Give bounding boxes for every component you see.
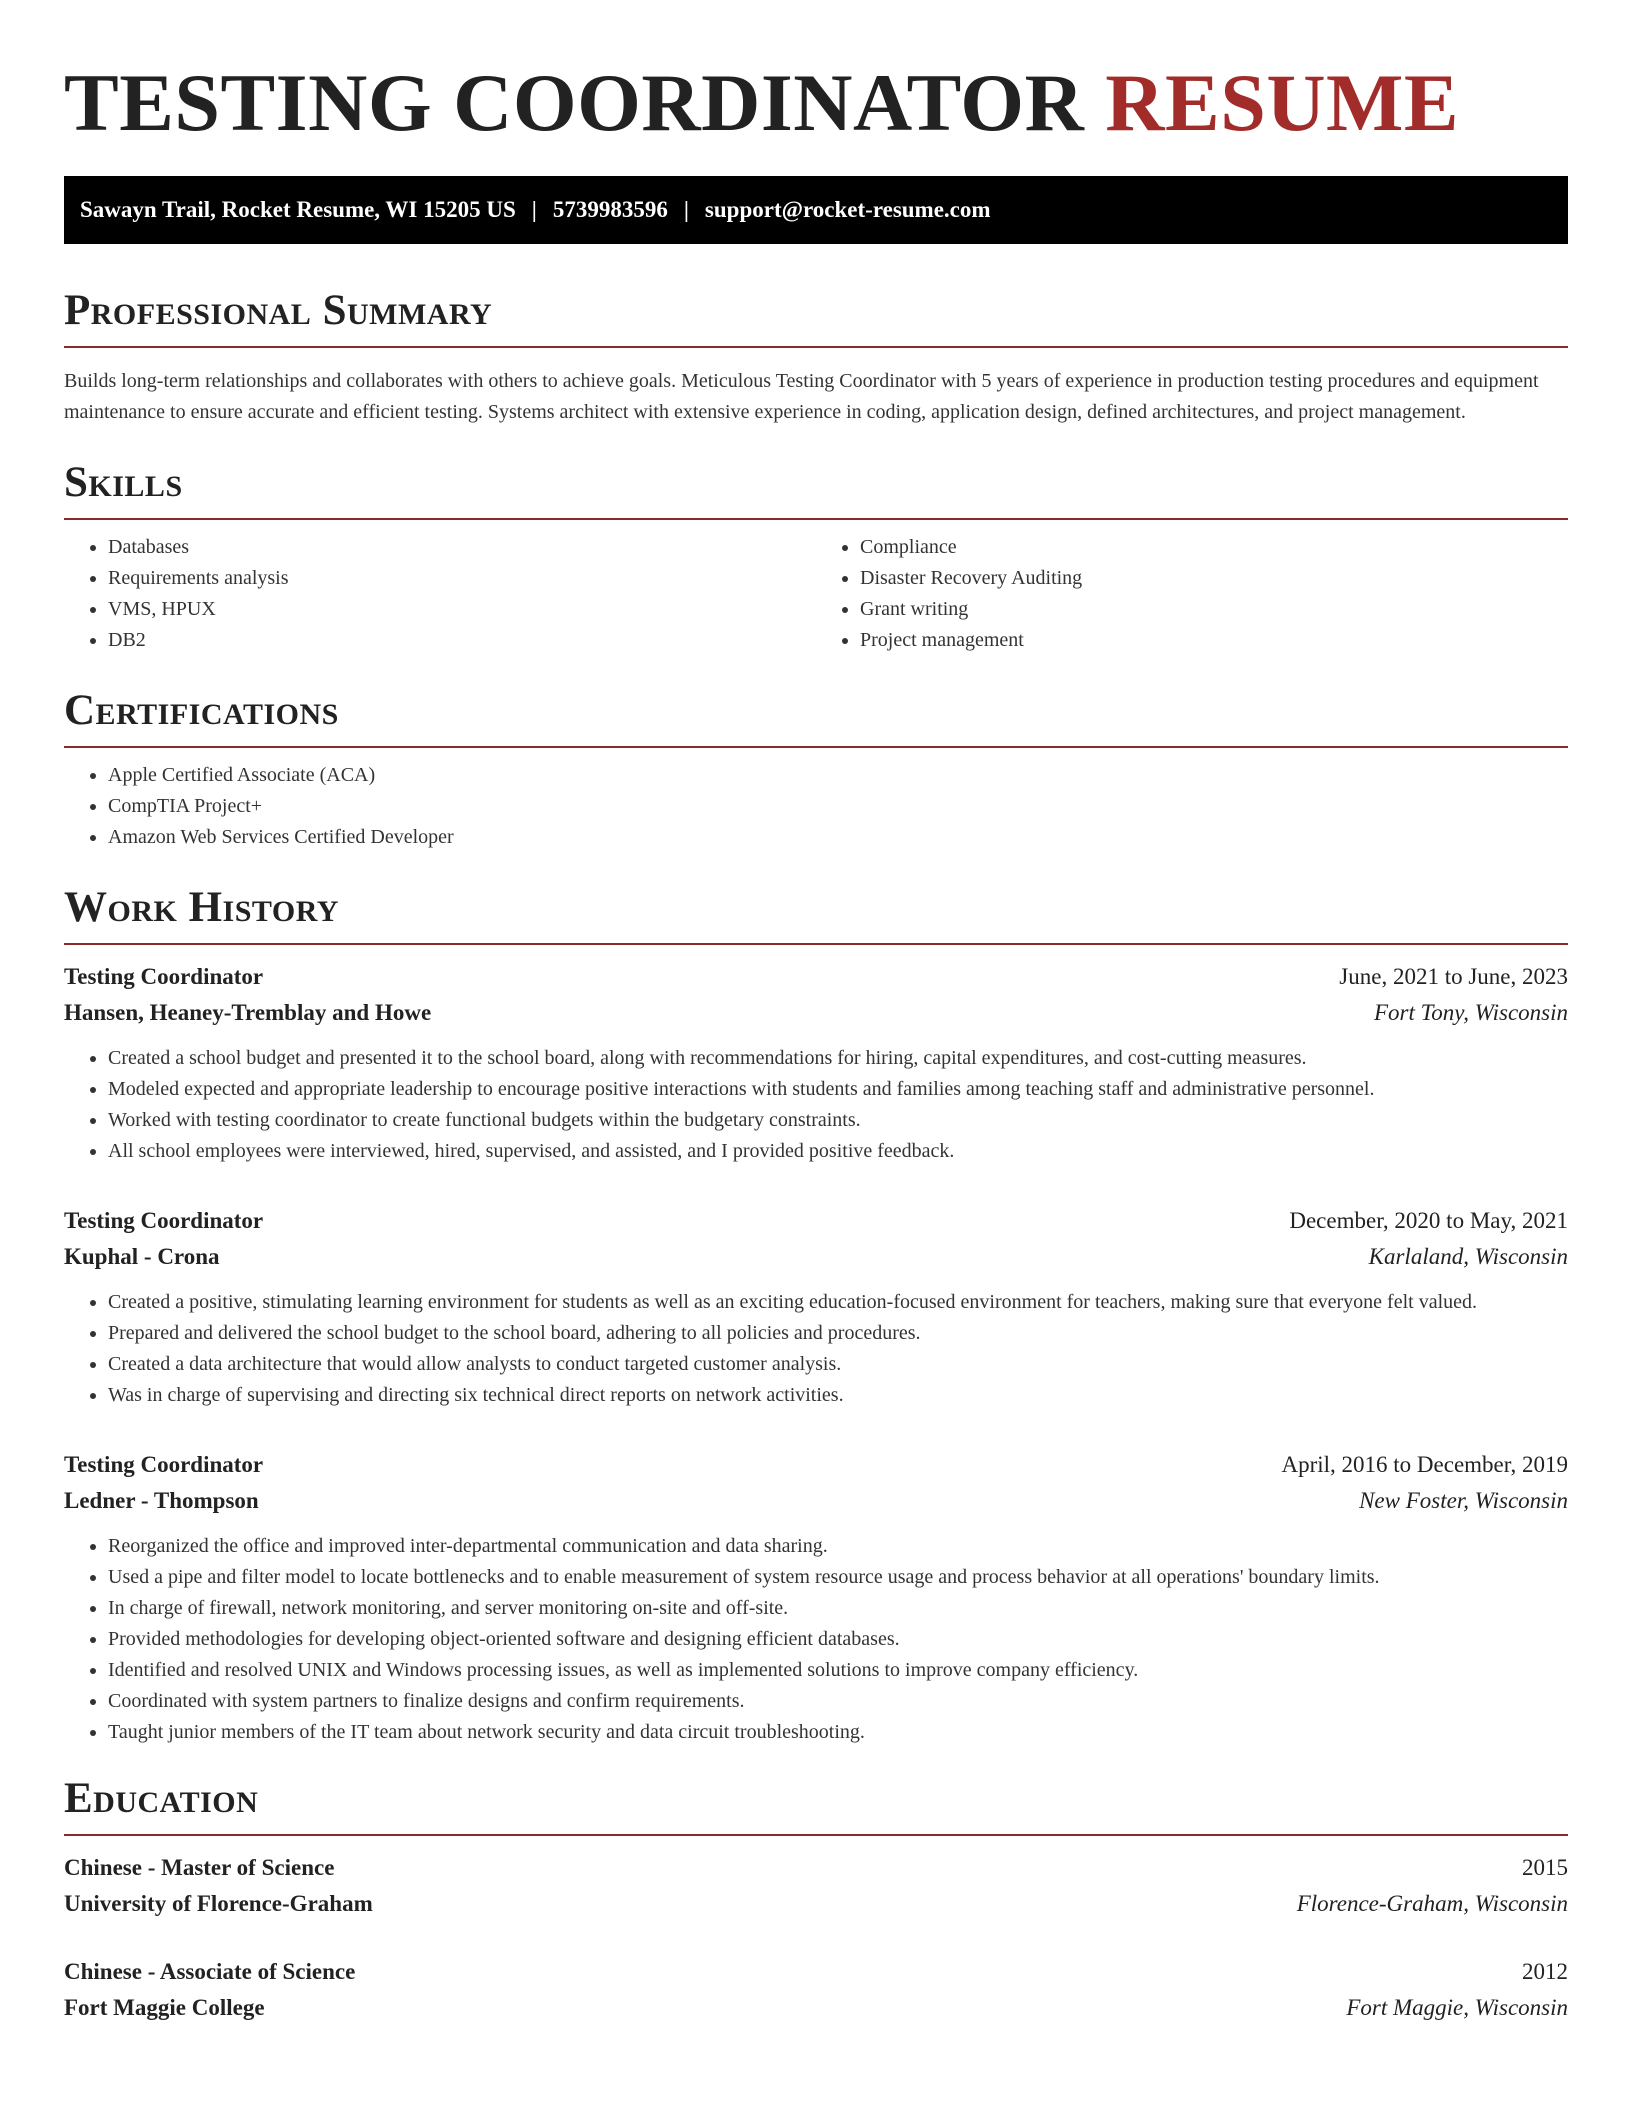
contact-address: Sawayn Trail, Rocket Resume, WI 15205 US [80, 197, 516, 222]
section-divider [64, 746, 1568, 748]
section-divider [64, 943, 1568, 945]
title-main: TESTING COORDINATOR [64, 57, 1085, 148]
job-bullets [64, 1287, 1568, 1411]
education-year: 2012 [1522, 1959, 1568, 1984]
job-entry [64, 959, 1568, 1167]
skills-list-right [816, 532, 1568, 656]
job-entry [64, 1447, 1568, 1748]
skills-grid [64, 520, 1568, 656]
job-bullet: • All school employees were interviewed, hired, supervised, and assisted, and I provided positive feedback. [108, 1136, 1568, 1167]
education-school: University of Florence-Graham [64, 1891, 373, 1916]
job-bullet: • Identified and resolved UNIX and Windows processing issues, as well as implemented solutions to improve company efficiency. [108, 1655, 1568, 1686]
education-degree-row [64, 1954, 1568, 1990]
section-heading-education: Education [64, 1775, 259, 1822]
job-company: Ledner - Thompson [64, 1488, 259, 1513]
skill-item: • Project management [860, 625, 1568, 656]
job-company-row [64, 995, 1568, 1031]
section-heading-summary: Professional Summary [64, 287, 493, 334]
education-school: Fort Maggie College [64, 1995, 265, 2020]
education-entry [64, 1954, 1568, 2026]
contact-phone: 5739983596 [552, 197, 668, 222]
contact-separator: | [683, 197, 689, 222]
certification-item: • Apple Certified Associate (ACA) [108, 760, 1568, 791]
skill-item: • VMS, HPUX [108, 594, 816, 625]
education-year: 2015 [1522, 1855, 1568, 1880]
education-degree-row [64, 1850, 1568, 1886]
resume-title [64, 0, 1568, 148]
education-location: Fort Maggie, Wisconsin [1346, 1995, 1568, 2020]
job-location: Fort Tony, Wisconsin [1373, 1000, 1568, 1025]
summary-text: Builds long-term relationships and collaborates with others to achieve goals. Meticulous Testing Coordinator with 5 years of experience in production testing procedures and equipment maintenance to ensure accurate and efficient testing. Systems architect with extensive experience in coding, application design, defined architectures, and project management. [64, 370, 1539, 423]
work-history-section [64, 883, 1568, 1748]
job-bullet: • Reorganized the office and improved inter-departmental communication and data sharing. [108, 1531, 1568, 1562]
job-bullet: • Provided methodologies for developing object-oriented software and designing efficient databases. [108, 1624, 1568, 1655]
skills-section [64, 458, 1568, 656]
job-company: Hansen, Heaney-Tremblay and Howe [64, 1000, 432, 1025]
section-divider [64, 1834, 1568, 1836]
job-bullet: • Used a pipe and filter model to locate bottlenecks and to enable measurement of system resource usage and process behavior at all operations' boundary limits. [108, 1562, 1568, 1593]
job-dates: June, 2021 to June, 2023 [1339, 964, 1568, 989]
education-entry [64, 1850, 1568, 1922]
certification-item: • Amazon Web Services Certified Developer [108, 822, 1568, 853]
job-bullet: • Worked with testing coordinator to create functional budgets within the budgetary constraints. [108, 1105, 1568, 1136]
job-bullet: • Prepared and delivered the school budget to the school board, adhering to all policies and procedures. [108, 1318, 1568, 1349]
education-degree: Chinese - Master of Science [64, 1855, 335, 1880]
section-divider [64, 346, 1568, 348]
job-bullet: • Coordinated with system partners to finalize designs and confirm requirements. [108, 1686, 1568, 1717]
job-bullet: • Taught junior members of the IT team about network security and data circuit troubleshooting. [108, 1717, 1568, 1748]
job-dates: April, 2016 to December, 2019 [1281, 1452, 1568, 1477]
section-heading-work-history: Work History [64, 884, 339, 931]
job-bullet: • Created a positive, stimulating learning environment for students as well as an exciting education-focused environment for teachers, making sure that everyone felt valued. [108, 1287, 1568, 1318]
job-bullet: • Created a school budget and presented it to the school board, along with recommendations for hiring, capital expenditures, and cost-cutting measures. [108, 1043, 1568, 1074]
contact-bar [64, 176, 1568, 244]
job-bullets [64, 1531, 1568, 1748]
skill-item: • Disaster Recovery Auditing [860, 563, 1568, 594]
skill-item: • Grant writing [860, 594, 1568, 625]
skills-list-left [64, 532, 816, 656]
contact-separator: | [531, 197, 537, 222]
skill-item: • DB2 [108, 625, 816, 656]
job-bullet: • Created a data architecture that would allow analysts to conduct targeted customer analysis. [108, 1349, 1568, 1380]
education-school-row [64, 1990, 1568, 2026]
job-bullet: • In charge of firewall, network monitoring, and server monitoring on-site and off-site. [108, 1593, 1568, 1624]
job-title-row [64, 959, 1568, 995]
education-degree: Chinese - Associate of Science [64, 1959, 356, 1984]
education-school-row [64, 1886, 1568, 1922]
job-location: Karlaland, Wisconsin [1368, 1244, 1568, 1269]
job-bullets [64, 1043, 1568, 1167]
education-location: Florence-Graham, Wisconsin [1296, 1891, 1568, 1916]
certification-item: • CompTIA Project+ [108, 791, 1568, 822]
job-entry [64, 1203, 1568, 1411]
section-heading-skills: Skills [64, 459, 183, 506]
job-title-row [64, 1447, 1568, 1483]
skill-item: • Compliance [860, 532, 1568, 563]
summary-section [64, 286, 1568, 428]
job-dates: December, 2020 to May, 2021 [1289, 1208, 1568, 1233]
title-accent: RESUME [1105, 57, 1460, 148]
job-company-row [64, 1483, 1568, 1519]
job-location: New Foster, Wisconsin [1359, 1488, 1568, 1513]
contact-email: support@rocket-resume.com [704, 197, 991, 222]
job-title: Testing Coordinator [64, 964, 264, 989]
skill-item: • Requirements analysis [108, 563, 816, 594]
job-company-row [64, 1239, 1568, 1275]
skill-item: • Databases [108, 532, 816, 563]
education-section [64, 1774, 1568, 2026]
job-bullet: • Modeled expected and appropriate leadership to encourage positive interactions with students and families among teaching staff and administrative personnel. [108, 1074, 1568, 1105]
job-title: Testing Coordinator [64, 1208, 264, 1233]
section-heading-certifications: Certifications [64, 687, 339, 734]
certifications-list [64, 760, 1568, 853]
job-title: Testing Coordinator [64, 1452, 264, 1477]
job-title-row [64, 1203, 1568, 1239]
certifications-section [64, 686, 1568, 853]
job-company: Kuphal - Crona [64, 1244, 220, 1269]
job-bullet: • Was in charge of supervising and directing six technical direct reports on network activities. [108, 1380, 1568, 1411]
